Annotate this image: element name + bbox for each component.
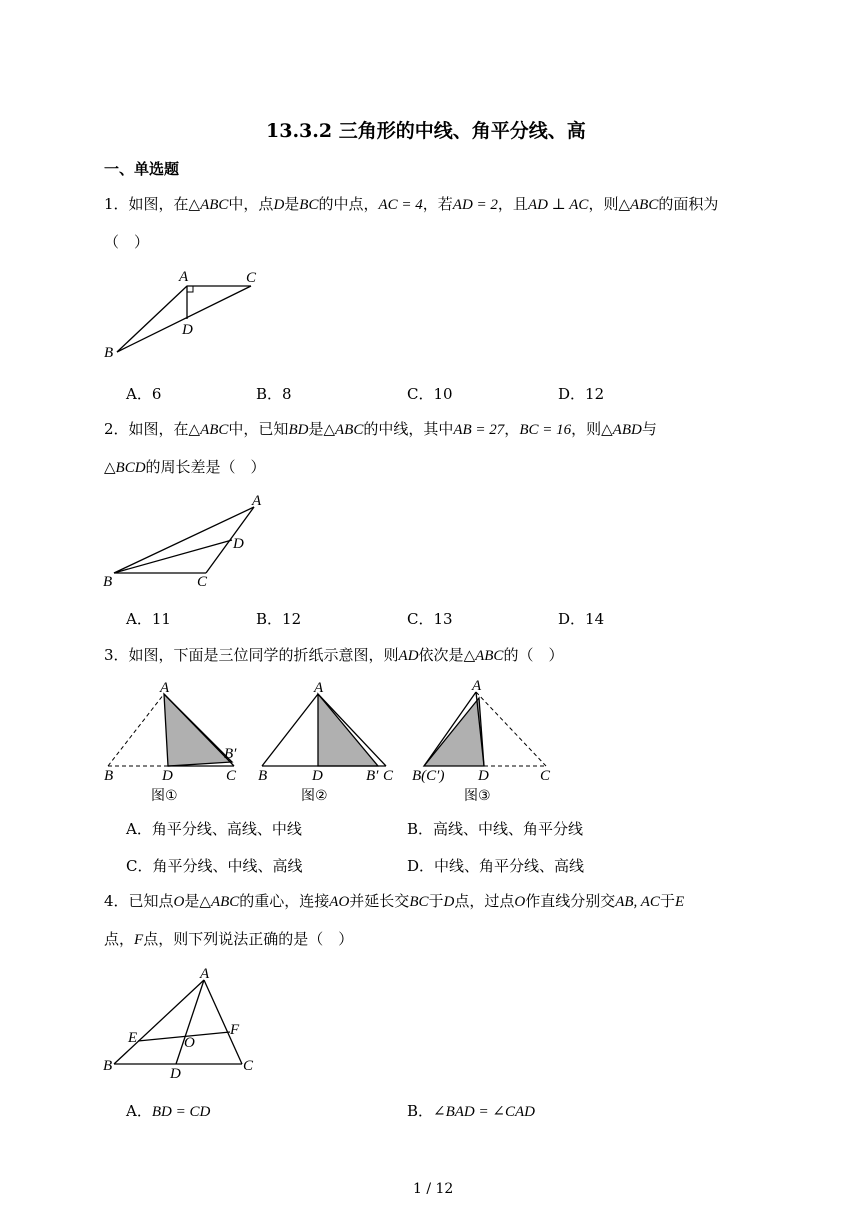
question-3-option-c[interactable]: C．角平分线、中线、高线	[126, 857, 303, 875]
question-1-option-c[interactable]: C．10	[407, 385, 453, 403]
label-C: C	[243, 1058, 254, 1074]
fig1-label-B: B	[104, 768, 114, 784]
fig1-label-D: D	[162, 768, 173, 784]
page-number: 1 / 12	[413, 1181, 454, 1197]
fig1-caption: 图①	[151, 788, 178, 804]
question-2-figure	[96, 490, 276, 590]
question-3-stem: 3．如图，下面是三位同学的折纸示意图，则AD依次是△ABC的（ ）	[104, 646, 564, 664]
section-heading: 一、单选题	[104, 160, 180, 178]
fig1-label-C: C	[226, 768, 237, 784]
question-1-figure	[96, 266, 276, 366]
label-A: A	[179, 269, 189, 285]
question-2-option-d[interactable]: D．14	[558, 610, 605, 628]
label-A: A	[252, 493, 262, 509]
label-B: B	[104, 345, 114, 361]
fig1-label-Bprime: B′	[224, 746, 237, 762]
label-A: A	[200, 966, 210, 982]
question-1-option-a[interactable]: A．6	[126, 385, 162, 403]
label-D: D	[182, 322, 193, 338]
label-O: O	[184, 1035, 195, 1051]
question-4-option-b[interactable]: B．∠BAD = ∠CAD	[407, 1102, 535, 1120]
label-C: C	[197, 574, 208, 590]
fig1-label-A: A	[160, 680, 170, 696]
question-3-option-d[interactable]: D．中线、角平分线、高线	[407, 857, 585, 875]
fig3-label-A: A	[472, 678, 482, 694]
label-D: D	[170, 1066, 181, 1082]
question-4-stem: 4．已知点O是△ABC的重心，连接AO并延长交BC于D点，过点O作直线分别交AB, AC于E	[104, 892, 685, 910]
question-1-stem-line2: （ ）	[104, 233, 150, 251]
label-C: C	[246, 270, 257, 286]
question-1-stem: 1．如图，在△ABC中，点D是BC的中点，AC = 4，若AD = 2，且AD ⊥ AC，则△ABC的面积为	[104, 195, 719, 213]
fig2-label-B: B	[258, 768, 268, 784]
fig2-label-D: D	[312, 768, 323, 784]
label-B: B	[103, 1058, 113, 1074]
fig3-label-C: C	[540, 768, 551, 784]
label-E: E	[128, 1030, 138, 1046]
page-title: 13.3.2 三角形的中线、角平分线、高	[266, 120, 586, 142]
question-3-option-a[interactable]: A．角平分线、高线、中线	[126, 820, 302, 838]
question-2-option-b[interactable]: B．12	[256, 610, 302, 628]
fig2-caption: 图②	[301, 788, 328, 804]
question-4-figure	[96, 962, 266, 1082]
label-B: B	[103, 574, 113, 590]
fig3-label-B: B(C′)	[412, 768, 445, 784]
fig3-label-D: D	[478, 768, 489, 784]
fig3-caption: 图③	[464, 788, 491, 804]
label-F: F	[230, 1022, 240, 1038]
question-2-stem: 2．如图，在△ABC中，已知BD是△ABC的中线，其中AB = 27，BC = 16，则△ABD与	[104, 420, 657, 438]
question-1-option-d[interactable]: D．12	[558, 385, 605, 403]
label-D: D	[233, 536, 244, 552]
fig2-label-Bprime: B′	[366, 768, 379, 784]
question-2-stem-line2: △BCD的周长差是（ ）	[104, 458, 266, 476]
question-3-option-b[interactable]: B．高线、中线、角平分线	[407, 820, 584, 838]
question-2-option-a[interactable]: A．11	[126, 610, 171, 628]
question-1-option-b[interactable]: B．8	[256, 385, 292, 403]
fig2-label-C: C	[383, 768, 394, 784]
fig2-label-A: A	[314, 680, 324, 696]
question-3-figure	[96, 676, 566, 806]
question-4-stem-line2: 点，F点，则下列说法正确的是（ ）	[104, 930, 354, 948]
question-2-option-c[interactable]: C．13	[407, 610, 453, 628]
question-4-option-a[interactable]: A．BD = CD	[126, 1102, 211, 1120]
